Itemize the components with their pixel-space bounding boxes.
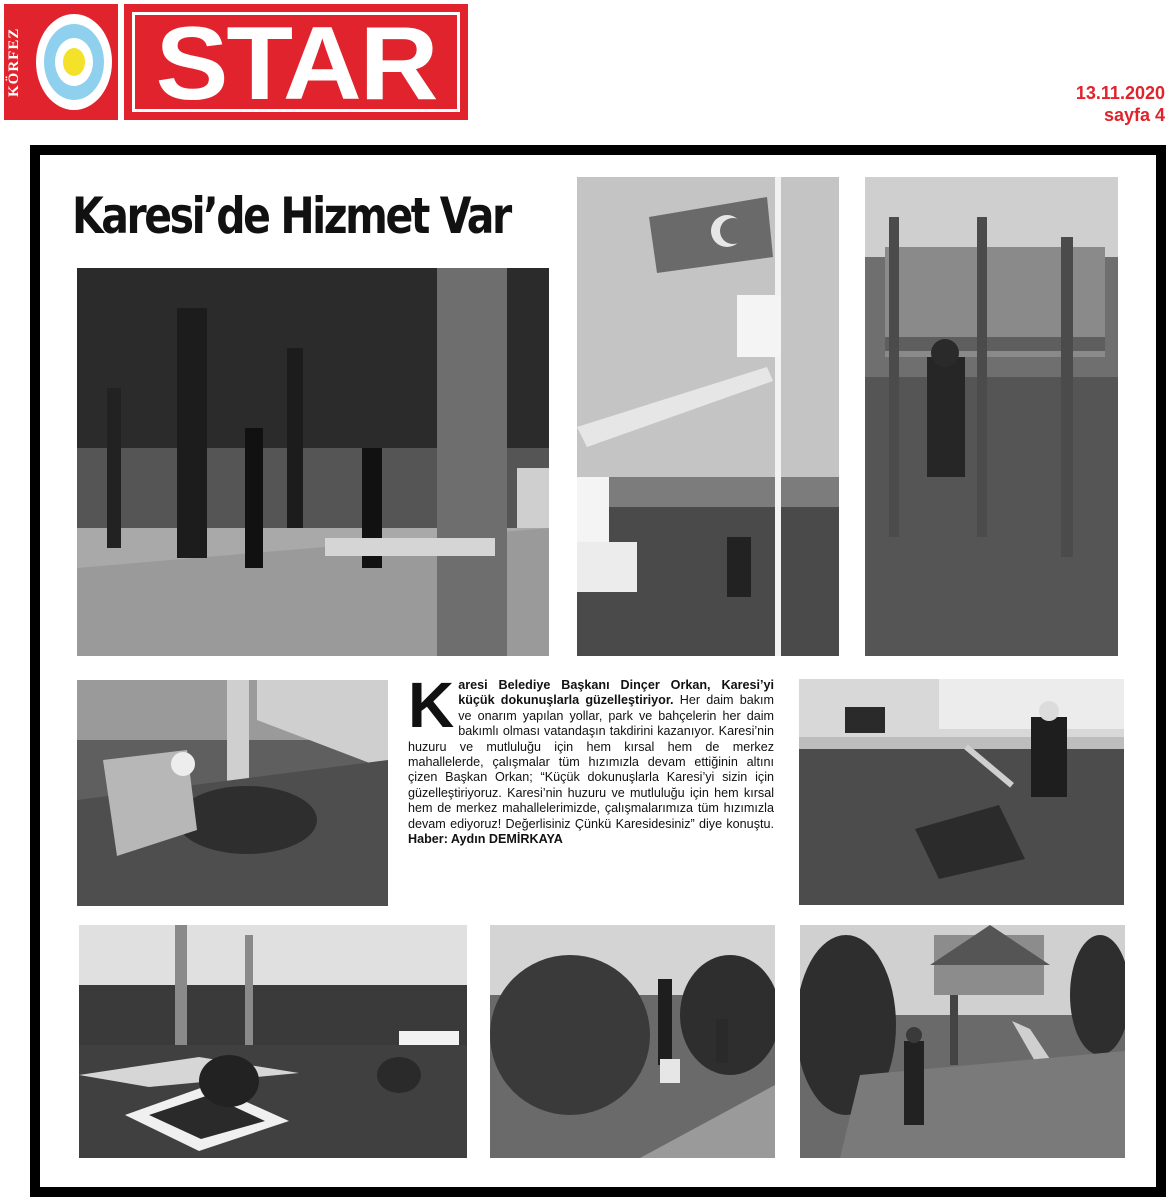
korfez-label: KÖRFEZ [6, 27, 22, 97]
headline: Karesi’de Hizmet Var [72, 187, 510, 245]
photo-flowerbed-worker [77, 680, 388, 906]
issue-info [1076, 82, 1165, 126]
article-lead: aresi Belediye Başkanı Dinçer Orkan, Karesi’yi küçük dokunuşlarla güzelleştiriyor. [458, 678, 774, 708]
photo-flag-pole-lift [577, 177, 839, 656]
photo-park-flowerbeds [79, 925, 467, 1158]
page-number: sayfa 4 [1103, 105, 1165, 125]
article-text: Her daim bakım ve onarım yapılan yollar, park ve bahçelerin her daim bakımlı olması vatandaşın takdirini kazanıyor. Karesi’nin huzuru ve mutluluğu için hem kırsal hem de merkez mahallelerde, çalışmalar tüm hızımızla devam ettiğinin altını çizen Başkan Orkan; “Küçük dokunuşlarla Karesi’yi sizin için güzelleştiriyoruz. Karesi’nin huzuru ve mutluluğu için hem kırsal hem de merkez mahallelerimizde, çalışmalarımıza tüm hızımızla devam ediyoruz! Değerlisiniz Çünkü Karesidesiniz” diye konuştu. [408, 693, 774, 831]
photo-hedge-trimming [490, 925, 775, 1158]
issue-date: 13.11.2020 [1075, 83, 1165, 103]
photo-playground-repair [865, 177, 1118, 656]
star-logo: STAR [155, 6, 437, 122]
article-body [408, 669, 774, 910]
byline: Haber: Aydın DEMİRKAYA [408, 832, 563, 847]
target-emblem-icon [34, 10, 114, 114]
photo-grass-trimming [800, 925, 1125, 1158]
dropcap: K [408, 669, 455, 741]
photo-lawn-mowing [799, 679, 1124, 905]
photo-pine-park-workers [77, 268, 549, 656]
